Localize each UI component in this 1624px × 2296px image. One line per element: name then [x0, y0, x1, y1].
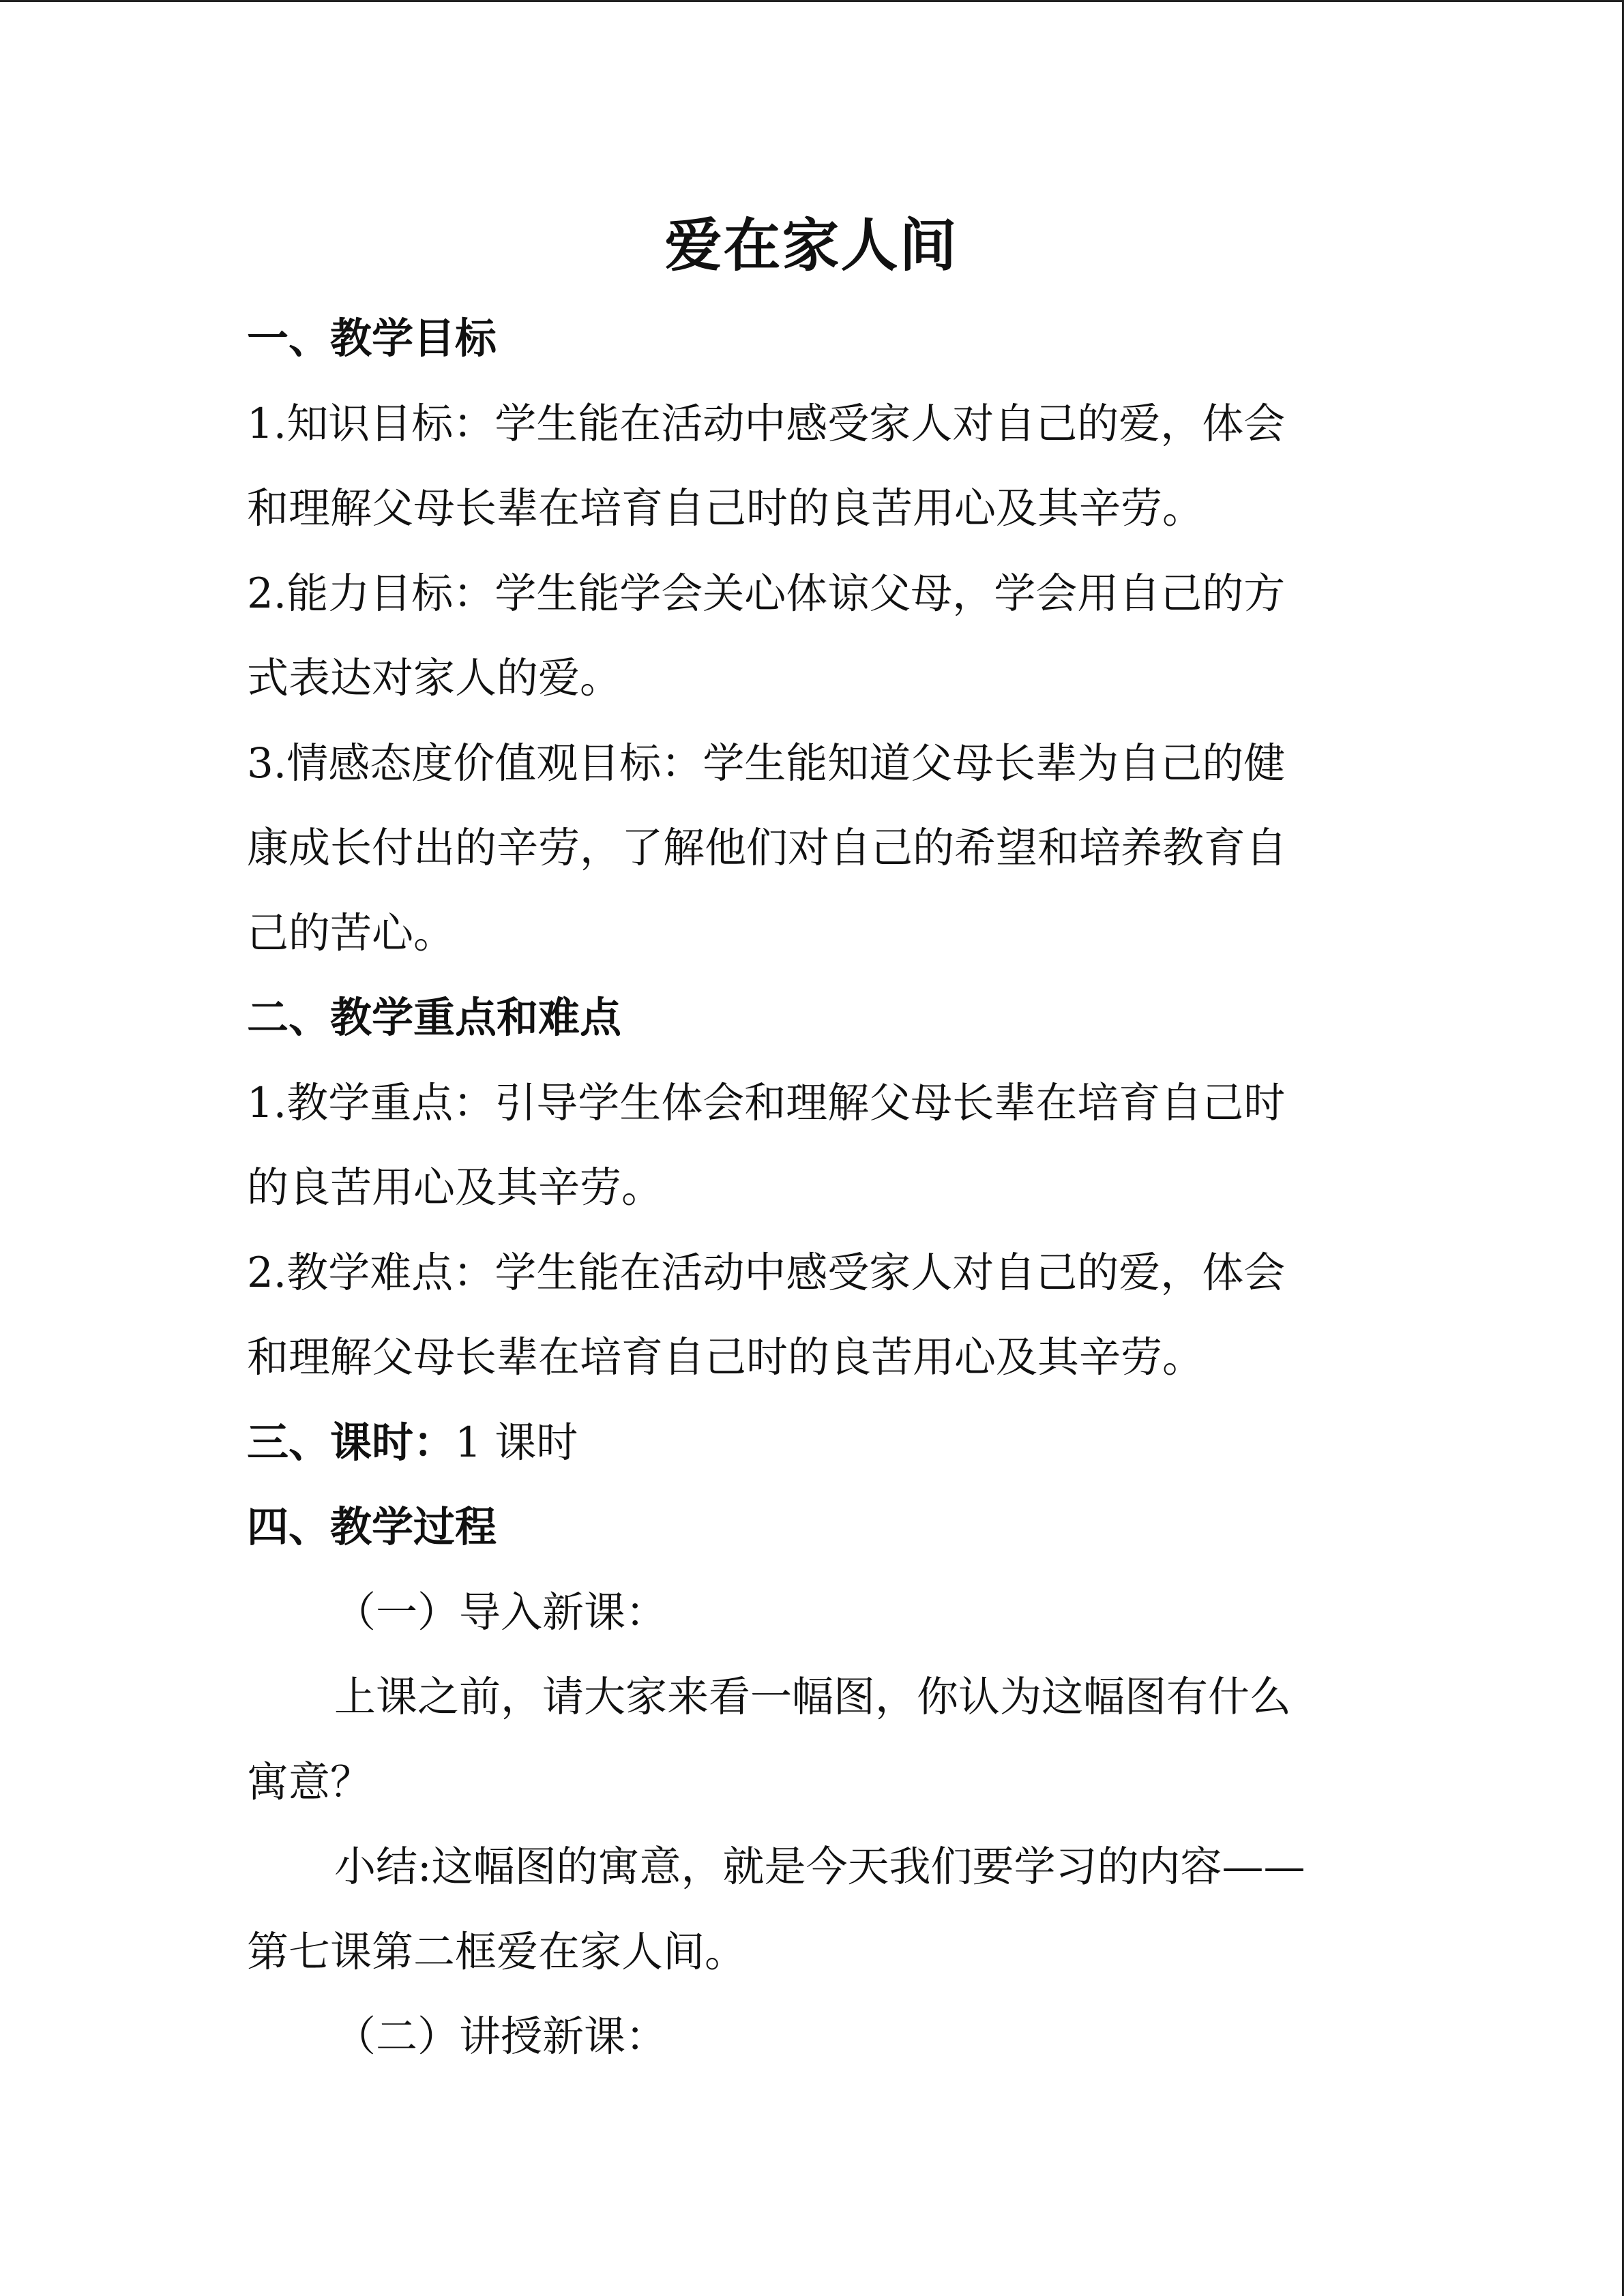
paragraph-line: 寓意？ — [247, 1757, 372, 1806]
paragraph-line: 2.教学难点：学生能在活动中感受家人对自己的爱，体会 — [247, 1248, 1286, 1297]
paragraph-line: 式表达对家人的爱。 — [247, 654, 622, 702]
paragraph-line: 小结:这幅图的寓意，就是今天我们要学习的内容—— — [334, 1843, 1305, 1891]
subsection-heading-intro: （一）导入新课： — [334, 1587, 668, 1637]
paragraph-line: 上课之前，请大家来看一幅图，你认为这幅图有什么 — [334, 1673, 1292, 1721]
paragraph-line: 2.能力目标：学生能学会关心体谅父母，学会用自己的方 — [247, 569, 1286, 618]
section-heading-class-hours: 三、课时： — [247, 1418, 456, 1467]
paragraph-line: 己的苦心。 — [247, 908, 456, 957]
paragraph-line: 3.情感态度价值观目标：学生能知道父母长辈为自己的健 — [247, 739, 1286, 788]
paragraph-line: 和理解父母长辈在培育自己时的良苦用心及其辛劳。 — [247, 1333, 1205, 1382]
section-heading-teaching-goals: 一、教学目标 — [247, 314, 497, 363]
paragraph-line: 1.教学重点：引导学生体会和理解父母长辈在培育自己时 — [247, 1078, 1286, 1127]
subsection-heading-new-lesson: （二）讲授新课： — [334, 2012, 668, 2061]
document-body — [247, 194, 1376, 2080]
paragraph-line: 康成长付出的辛劳，了解他们对自己的希望和培养教育自 — [247, 824, 1288, 872]
section-class-hours — [247, 1401, 1376, 1486]
paragraph-line: 的良苦用心及其辛劳。 — [247, 1163, 664, 1212]
paragraph-line: 1.知识目标：学生能在活动中感受家人对自己的爱，体会 — [247, 399, 1286, 448]
class-hours-value: 1 课时 — [455, 1418, 578, 1467]
section-heading-key-points: 二、教学重点和难点 — [247, 994, 622, 1042]
document-title: 爱在家人间 — [664, 212, 958, 279]
paragraph-line: 第七课第二框爱在家人间。 — [247, 1927, 747, 1976]
paragraph-line: 和理解父母长辈在培育自己时的良苦用心及其辛劳。 — [247, 484, 1205, 533]
section-heading-teaching-process: 四、教学过程 — [247, 1503, 497, 1551]
